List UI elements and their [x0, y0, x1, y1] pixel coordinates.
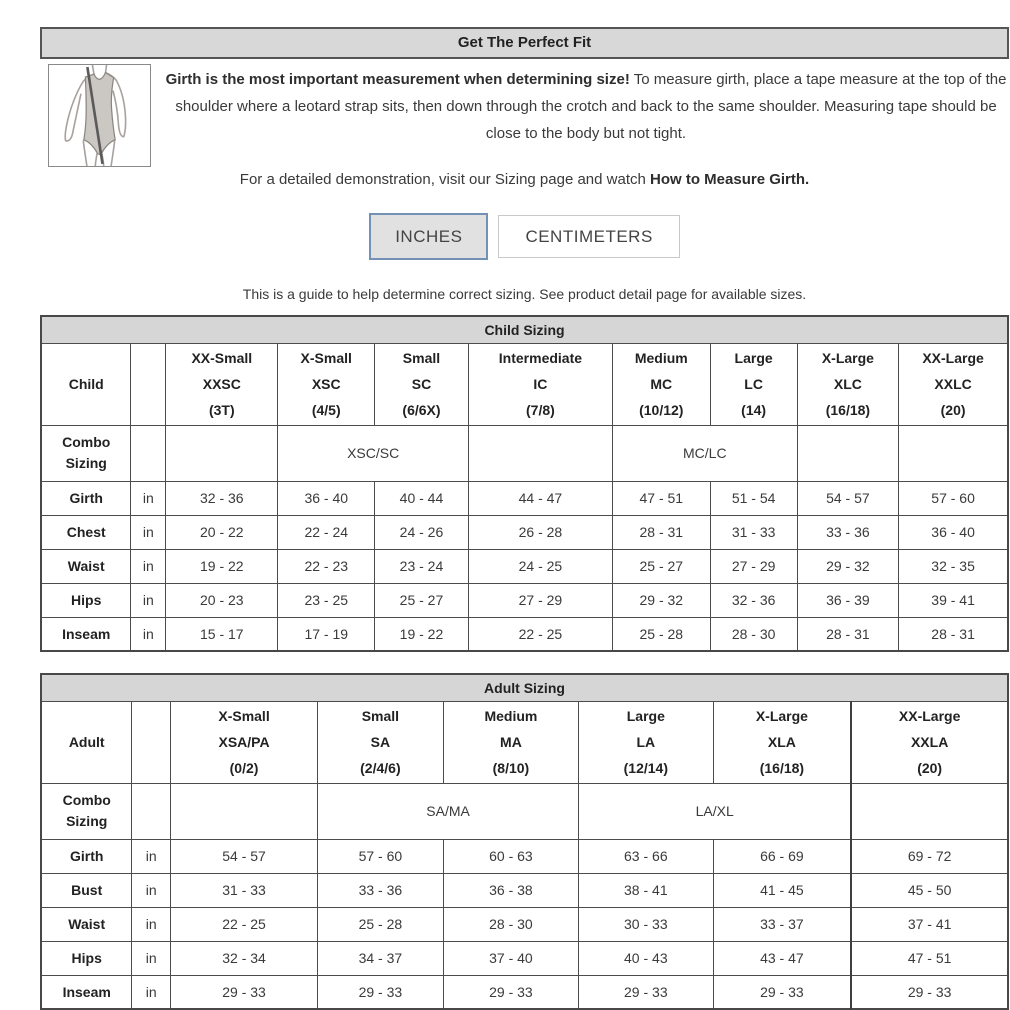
size-value-cell: 41 - 45	[713, 873, 851, 907]
size-column-header	[468, 343, 612, 425]
measurement-row	[41, 839, 1008, 873]
size-column-header	[166, 343, 278, 425]
size-value-cell: 29 - 33	[443, 975, 578, 1009]
size-value-cell: 25 - 28	[612, 617, 710, 651]
size-value-cell: 31 - 33	[710, 515, 797, 549]
leotard-girth-diagram-icon	[48, 64, 151, 167]
size-name: Small	[402, 350, 441, 366]
size-name: Small	[361, 708, 400, 724]
size-name: Large	[626, 708, 665, 724]
size-value-cell: 57 - 60	[899, 481, 1008, 515]
size-code: XLA	[767, 734, 796, 750]
measurement-row	[41, 907, 1008, 941]
combo-size-cell	[166, 425, 278, 481]
size-value-cell: 63 - 66	[579, 839, 713, 873]
combo-sizing-label: Combo Sizing	[41, 783, 132, 839]
unit-cell	[131, 425, 166, 481]
size-value-cell: 20 - 23	[166, 583, 278, 617]
girth-instructions-bold: Girth is the most important measurement when determining size!	[165, 71, 630, 88]
size-range: (3T)	[208, 402, 235, 418]
unit-cell: in	[131, 515, 166, 549]
size-value-cell: 33 - 37	[713, 907, 851, 941]
leotard-figure-svg	[49, 65, 150, 166]
size-range: (12/14)	[623, 760, 668, 776]
combo-size-cell	[468, 425, 612, 481]
unit-toggle	[40, 213, 1009, 260]
size-value-cell: 23 - 24	[375, 549, 469, 583]
size-value-cell: 25 - 28	[318, 907, 444, 941]
size-value-cell: 29 - 32	[612, 583, 710, 617]
combo-size-cell	[797, 425, 899, 481]
size-value-cell: 29 - 33	[713, 975, 851, 1009]
size-value-cell: 40 - 44	[375, 481, 469, 515]
demo-line-prefix: For a detailed demonstration, visit our Sizing page and watch	[239, 171, 651, 188]
size-value-cell: 54 - 57	[171, 839, 318, 873]
size-name: Medium	[484, 708, 538, 724]
size-code: XXLC	[934, 376, 972, 392]
size-value-cell: 29 - 33	[851, 975, 1008, 1009]
size-value-cell: 43 - 47	[713, 941, 851, 975]
unit-cell: in	[132, 975, 171, 1009]
unit-cell: in	[131, 481, 166, 515]
measurement-label: Waist	[41, 907, 132, 941]
size-code: XSC	[311, 376, 341, 392]
size-value-cell: 54 - 57	[797, 481, 899, 515]
size-value-cell: 32 - 35	[899, 549, 1008, 583]
size-value-cell: 51 - 54	[710, 481, 797, 515]
size-name: X-Large	[821, 350, 874, 366]
measurement-row	[41, 481, 1008, 515]
size-value-cell: 36 - 40	[899, 515, 1008, 549]
size-column-header	[797, 343, 899, 425]
size-value-cell: 20 - 22	[166, 515, 278, 549]
size-column-header	[171, 701, 318, 783]
size-value-cell: 57 - 60	[318, 839, 444, 873]
size-value-cell: 28 - 31	[612, 515, 710, 549]
size-value-cell: 27 - 29	[710, 549, 797, 583]
size-value-cell: 27 - 29	[468, 583, 612, 617]
size-value-cell: 37 - 41	[851, 907, 1008, 941]
measurement-label: Girth	[41, 481, 131, 515]
girth-intro-section	[40, 64, 1009, 166]
size-value-cell: 38 - 41	[579, 873, 713, 907]
size-range: (6/6X)	[402, 402, 441, 418]
size-value-cell: 17 - 19	[278, 617, 375, 651]
size-value-cell: 36 - 40	[278, 481, 375, 515]
girth-instructions-rest: To measure girth, place a tape measure at the top of the shoulder where a leotard strap sits, then down through the crotch and back to the same shoulder. Measuring tape should be close to the body but not tight.	[175, 71, 1007, 142]
measurement-label: Chest	[41, 515, 131, 549]
unit-cell: in	[132, 907, 171, 941]
inches-button[interactable]: INCHES	[369, 213, 488, 260]
size-code: SA	[370, 734, 391, 750]
size-name: Medium	[634, 350, 688, 366]
size-column-header	[579, 701, 713, 783]
measurement-label: Inseam	[41, 975, 132, 1009]
unit-cell: in	[132, 941, 171, 975]
size-value-cell: 32 - 36	[710, 583, 797, 617]
size-value-cell: 44 - 47	[468, 481, 612, 515]
child-group-label: Child	[41, 343, 131, 425]
size-value-cell: 26 - 28	[468, 515, 612, 549]
size-value-cell: 29 - 33	[579, 975, 713, 1009]
measurement-label: Waist	[41, 549, 131, 583]
adult-table-title: Adult Sizing	[41, 674, 1008, 701]
size-value-cell: 19 - 22	[166, 549, 278, 583]
size-code: IC	[533, 376, 548, 392]
size-name: X-Large	[755, 708, 808, 724]
size-range: (20)	[940, 402, 966, 418]
measurement-row	[41, 975, 1008, 1009]
size-range: (16/18)	[825, 402, 871, 418]
size-code: XSA/PA	[218, 734, 270, 750]
size-value-cell: 30 - 33	[579, 907, 713, 941]
size-name: Intermediate	[498, 350, 583, 366]
unit-cell: in	[132, 873, 171, 907]
size-value-cell: 22 - 24	[278, 515, 375, 549]
unit-cell: in	[131, 583, 166, 617]
size-value-cell: 60 - 63	[443, 839, 578, 873]
size-column-header	[899, 343, 1008, 425]
measurement-row	[41, 549, 1008, 583]
size-value-cell: 23 - 25	[278, 583, 375, 617]
size-value-cell: 15 - 17	[166, 617, 278, 651]
size-code: MC	[650, 376, 673, 392]
combo-sizing-label: Combo Sizing	[41, 425, 131, 481]
combo-size-cell: MC/LC	[612, 425, 797, 481]
size-code: XXSC	[202, 376, 241, 392]
combo-size-cell: XSC/SC	[278, 425, 468, 481]
combo-size-cell	[171, 783, 318, 839]
size-range: (4/5)	[311, 402, 341, 418]
size-value-cell: 28 - 31	[899, 617, 1008, 651]
unit-header-cell	[131, 343, 166, 425]
measurement-row	[41, 941, 1008, 975]
size-value-cell: 39 - 41	[899, 583, 1008, 617]
size-name: X-Small	[300, 350, 352, 366]
unit-header-cell	[132, 701, 171, 783]
measurement-row	[41, 583, 1008, 617]
size-column-header	[318, 701, 444, 783]
size-value-cell: 36 - 38	[443, 873, 578, 907]
size-value-cell: 28 - 30	[710, 617, 797, 651]
measurement-label: Girth	[41, 839, 132, 873]
size-code: LC	[744, 376, 763, 392]
size-value-cell: 33 - 36	[318, 873, 444, 907]
size-value-cell: 33 - 36	[797, 515, 899, 549]
size-value-cell: 24 - 25	[468, 549, 612, 583]
size-value-cell: 32 - 34	[171, 941, 318, 975]
size-value-cell: 45 - 50	[851, 873, 1008, 907]
size-value-cell: 32 - 36	[166, 481, 278, 515]
size-column-header	[851, 701, 1008, 783]
unit-cell: in	[131, 549, 166, 583]
sizing-guide-note: This is a guide to help determine correct sizing. See product detail page for available sizes.	[242, 286, 807, 302]
size-value-cell: 28 - 31	[797, 617, 899, 651]
size-range: (7/8)	[526, 402, 555, 418]
measurement-label: Hips	[41, 941, 132, 975]
measurement-label: Bust	[41, 873, 132, 907]
adult-group-label: Adult	[41, 701, 132, 783]
size-range: (20)	[917, 760, 943, 776]
size-range: (0/2)	[229, 760, 259, 776]
girth-instructions	[151, 64, 1009, 166]
size-value-cell: 29 - 33	[171, 975, 318, 1009]
measurement-label: Hips	[41, 583, 131, 617]
unit-cell: in	[131, 617, 166, 651]
measurement-row	[41, 873, 1008, 907]
size-range: (16/18)	[759, 760, 805, 776]
size-value-cell: 40 - 43	[579, 941, 713, 975]
size-value-cell: 47 - 51	[612, 481, 710, 515]
size-value-cell: 24 - 26	[375, 515, 469, 549]
child-table-title: Child Sizing	[41, 316, 1008, 343]
unit-cell	[132, 783, 171, 839]
size-name: XX-Large	[922, 350, 984, 366]
size-name: Large	[734, 350, 773, 366]
size-value-cell: 47 - 51	[851, 941, 1008, 975]
size-column-header	[443, 701, 578, 783]
size-value-cell: 29 - 32	[797, 549, 899, 583]
size-value-cell: 29 - 33	[318, 975, 444, 1009]
size-range: (10/12)	[639, 402, 684, 418]
size-code: LA	[636, 734, 656, 750]
child-sizing-table	[40, 315, 1009, 652]
size-value-cell: 25 - 27	[612, 549, 710, 583]
size-column-header	[713, 701, 851, 783]
size-column-header	[375, 343, 469, 425]
adult-sizing-table	[40, 673, 1009, 1010]
size-value-cell: 22 - 25	[468, 617, 612, 651]
combo-size-cell	[899, 425, 1008, 481]
size-column-header	[278, 343, 375, 425]
size-range: (8/10)	[492, 760, 530, 776]
centimeters-button[interactable]: CENTIMETERS	[498, 215, 679, 258]
size-range: (14)	[741, 402, 767, 418]
page-title: Get The Perfect Fit	[40, 27, 1009, 59]
size-value-cell: 37 - 40	[443, 941, 578, 975]
size-value-cell: 22 - 25	[171, 907, 318, 941]
measurement-row	[41, 617, 1008, 651]
size-value-cell: 36 - 39	[797, 583, 899, 617]
size-column-header	[710, 343, 797, 425]
size-name: X-Small	[218, 708, 270, 724]
combo-size-cell	[851, 783, 1008, 839]
size-code: MA	[500, 734, 522, 750]
size-value-cell: 69 - 72	[851, 839, 1008, 873]
size-column-header	[612, 343, 710, 425]
size-code: XXLA	[910, 734, 949, 750]
size-value-cell: 28 - 30	[443, 907, 578, 941]
size-range: (2/4/6)	[360, 760, 401, 776]
size-value-cell: 25 - 27	[375, 583, 469, 617]
size-value-cell: 66 - 69	[713, 839, 851, 873]
size-code: XLC	[833, 376, 862, 392]
size-value-cell: 34 - 37	[318, 941, 444, 975]
size-value-cell: 31 - 33	[171, 873, 318, 907]
demo-line	[40, 171, 1009, 188]
combo-size-cell: LA/XL	[579, 783, 852, 839]
size-code: SC	[411, 376, 432, 392]
size-value-cell: 22 - 23	[278, 549, 375, 583]
size-name: XX-Small	[191, 350, 253, 366]
size-name: XX-Large	[898, 708, 961, 724]
combo-size-cell: SA/MA	[318, 783, 579, 839]
demo-line-bold: How to Measure Girth.	[650, 171, 810, 188]
unit-cell: in	[132, 839, 171, 873]
measurement-label: Inseam	[41, 617, 131, 651]
measurement-row	[41, 515, 1008, 549]
size-value-cell: 19 - 22	[375, 617, 469, 651]
